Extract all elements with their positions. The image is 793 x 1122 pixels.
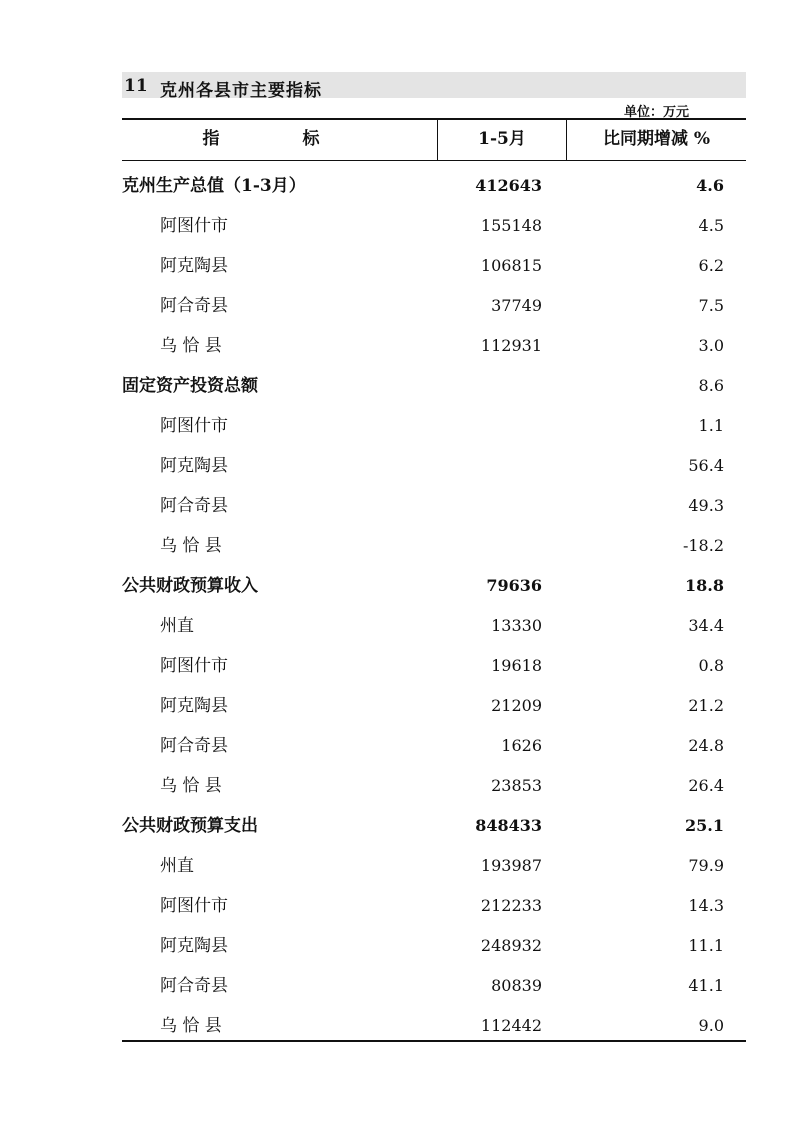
row-change: 14.3	[688, 896, 724, 915]
table-row	[122, 446, 746, 486]
row-value: 248932	[480, 936, 542, 955]
row-value: 21209	[491, 696, 542, 715]
row-value: 193987	[480, 856, 542, 875]
table-row	[122, 486, 746, 526]
row-value: 1626	[501, 736, 542, 755]
row-change: 0.8	[698, 656, 724, 675]
page-title: 克州各县市主要指标	[160, 81, 322, 101]
row-value: 37749	[491, 296, 542, 315]
table-row	[122, 406, 746, 446]
row-indicator: 阿合奇县	[160, 976, 228, 996]
row-indicator: 克州生产总值（1-3月）	[122, 176, 306, 196]
row-value: 19618	[491, 656, 542, 675]
bottom-rule	[122, 1040, 746, 1042]
table-row	[122, 326, 746, 366]
table-row	[122, 766, 746, 806]
row-change: 4.5	[698, 216, 724, 235]
table-number: 11	[124, 76, 148, 96]
row-value: 79636	[486, 576, 542, 595]
row-change: 1.1	[698, 416, 724, 435]
row-change: 34.4	[688, 616, 724, 635]
row-value: 212233	[480, 896, 542, 915]
table-row	[122, 806, 746, 846]
row-change: 8.6	[698, 376, 724, 395]
row-change: 79.9	[688, 856, 724, 875]
header-period: 1-5月	[478, 129, 526, 149]
table-row	[122, 926, 746, 966]
header-change: 比同期增减 %	[602, 129, 711, 149]
table-row	[122, 366, 746, 406]
row-indicator: 公共财政预算支出	[122, 816, 258, 836]
table-row	[122, 206, 746, 246]
table-row	[122, 286, 746, 326]
row-indicator: 乌 恰 县	[160, 536, 222, 556]
row-indicator: 州直	[160, 856, 194, 876]
row-indicator: 乌 恰 县	[160, 776, 222, 796]
row-change: 18.8	[685, 576, 724, 595]
table-row	[122, 166, 746, 206]
row-indicator: 阿图什市	[160, 216, 228, 236]
row-change: 41.1	[688, 976, 724, 995]
table-row	[122, 846, 746, 886]
row-value: 155148	[480, 216, 542, 235]
header-rule	[122, 160, 746, 161]
row-change: 7.5	[698, 296, 724, 315]
header-indicator-1: 指	[202, 129, 220, 149]
row-change: 9.0	[698, 1016, 724, 1035]
row-value: 106815	[480, 256, 542, 275]
row-indicator: 公共财政预算收入	[122, 576, 258, 596]
row-value: 13330	[491, 616, 542, 635]
row-indicator: 州直	[160, 616, 194, 636]
table-row	[122, 606, 746, 646]
row-indicator: 阿克陶县	[160, 936, 228, 956]
data-table-body	[122, 166, 746, 1046]
row-change: 56.4	[688, 456, 724, 475]
row-value: 412643	[475, 176, 542, 195]
table-row	[122, 646, 746, 686]
row-change: 21.2	[688, 696, 724, 715]
row-change: 11.1	[688, 936, 724, 955]
table-row	[122, 526, 746, 566]
row-value: 848433	[475, 816, 542, 835]
row-indicator: 阿克陶县	[160, 456, 228, 476]
header-indicator-2: 标	[302, 129, 320, 149]
row-indicator: 固定资产投资总额	[122, 376, 258, 396]
row-indicator: 阿图什市	[160, 656, 228, 676]
row-change: 25.1	[685, 816, 724, 835]
row-change: 4.6	[696, 176, 724, 195]
row-value: 112931	[480, 336, 542, 355]
row-indicator: 阿合奇县	[160, 496, 228, 516]
table-row	[122, 726, 746, 766]
row-value: 23853	[491, 776, 542, 795]
row-indicator: 阿图什市	[160, 416, 228, 436]
row-change: 26.4	[688, 776, 724, 795]
unit-label: 单位：万元	[623, 105, 689, 120]
row-indicator: 阿图什市	[160, 896, 228, 916]
row-change: 6.2	[698, 256, 724, 275]
row-change: 24.8	[688, 736, 724, 755]
row-value: 80839	[491, 976, 542, 995]
table-row	[122, 966, 746, 1006]
row-indicator: 阿合奇县	[160, 736, 228, 756]
row-indicator: 阿克陶县	[160, 696, 228, 716]
table-row	[122, 686, 746, 726]
row-change: 49.3	[688, 496, 724, 515]
table-row	[122, 566, 746, 606]
row-value: 112442	[480, 1016, 542, 1035]
row-change: -18.2	[682, 536, 724, 555]
row-indicator: 阿合奇县	[160, 296, 228, 316]
row-indicator: 阿克陶县	[160, 256, 228, 276]
row-indicator: 乌 恰 县	[160, 1016, 222, 1036]
row-indicator: 乌 恰 县	[160, 336, 222, 356]
table-row	[122, 246, 746, 286]
row-change: 3.0	[698, 336, 724, 355]
table-row	[122, 886, 746, 926]
